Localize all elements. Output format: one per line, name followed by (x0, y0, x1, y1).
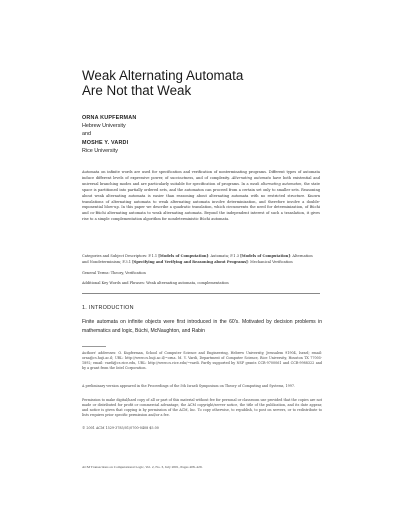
category-text-3: : Mechanical Verification (247, 259, 293, 264)
category-model-1: [Models of Computation] (158, 254, 209, 258)
category-model-2: [Models of Computation] (240, 254, 291, 258)
section-divider (82, 293, 320, 294)
author-affiliation-2: Rice University (82, 147, 118, 154)
author-name-2: MOSHE Y. VARDI (82, 139, 129, 146)
abstract-emphasis-2: weak alternating automaton (250, 181, 302, 186)
category-text-2: : Alternation and Nondeterminism; F.3.1 (82, 254, 313, 264)
general-terms: General Terms: Theory, Verification (82, 271, 146, 275)
footnote-divider (82, 346, 106, 347)
title-line-1: Weak Alternating Automata (82, 68, 244, 83)
author-affiliation-1: Hebrew University (82, 123, 126, 130)
introduction-text: Finite automata on infinite objects were first introduced in the 60's. Motivated by decision problems in mathematics and logic, Büchi, McNaughton, and Rabin (82, 319, 322, 334)
abstract-text-1: Automata on infinite words are used for specification and verification of nonterminating programs. Different types of automata induce different levels of expressive power, of succinctness, and of complexity. (82, 170, 320, 180)
footnote-addresses: Authors' addresses: O. Kupferman, School of Computer Science and Engineering, Hebrew University, Jerusalem 91904, Israel; email: orna@cs.huji.ac.il; URL: http://www.cs.huji.ac.il/~orna. M. Y. Vardi, Department of Computer Science, Rice University, Houston TX 77005-1892; email: vardi@cs.rice.edu, URL: http://www.cs.rice.edu/~vardi. Partly supported by NSF grants CCR-9700061 and CCR-9988322 and by a grant from the Intel Corporation. (82, 351, 322, 371)
author-block (82, 114, 362, 155)
abstract (82, 170, 320, 223)
abstract-text-3: , the state space is partitioned into partially ordered sets, and the automaton can proceed from a certain set only to smaller sets. Reasoning about weak alternating automata is easier than reasoning about alternating automata with no restricted structure. Known translations of alternating automata to weak alternating automata involve determinization, and therefore involve a double-exponential blow-up. In this paper we describe a quadratic translation, which circumvents the need for determinization, of Büchi and co-Büchi alternating automata to weak alternating automata. Beyond the independent interest of such a translation, it gives rise to a simple complementation algorithm for nondeterministic Büchi automata. (82, 181, 320, 222)
journal-citation: ACM Transactions on Computational Logic, Vol. 2, No. 3, July 2001, Pages 408–429. (82, 465, 203, 469)
author-conjunction: and (82, 131, 91, 138)
abstract-emphasis-1: Alternating automata (231, 175, 271, 180)
title-line-2: Are Not that Weak (82, 83, 192, 98)
category-spec: [Specifying and Verifying and Reasoning about Programs] (132, 259, 248, 264)
copyright-line: © 2001 ACM 1529-3785/01/0700-0408 $5.00 (82, 426, 159, 430)
section-heading: 1. INTRODUCTION (82, 305, 134, 311)
abstract-text-2: have both existential and universal branching modes and are particularly suitable for specification of programs. In a (82, 175, 320, 186)
paper-title (82, 68, 362, 98)
category-text-1: : Automata; F.1.3 (208, 254, 239, 258)
author-name-1: ORNA KUPFERMAN (82, 115, 137, 121)
footnote-permission: Permission to make digital/hard copy of all or part of this material without fee for personal or classroom use provided that the copies are not made or distributed for profit or commercial advantage, the ACM copyright/server notice, the title of the publication, and its date appear, and notice is given that copying is by permission of the ACM, Inc. To copy otherwise, to republish, to post on servers, or to redistribute to lists requires prior specific permission and/or a fee. (82, 398, 322, 418)
categories-descriptors (82, 254, 320, 265)
footnote-preliminary: A preliminary version appeared in the Proceedings of the 5th Israeli Symposium on Theory of Computing and Systems, 1997. (82, 384, 296, 388)
keywords: Additional Key Words and Phrases: Weak alternating automata, complementation (82, 281, 229, 285)
categories-label: Categories and Subject Descriptors: F.1.1 (82, 254, 158, 258)
